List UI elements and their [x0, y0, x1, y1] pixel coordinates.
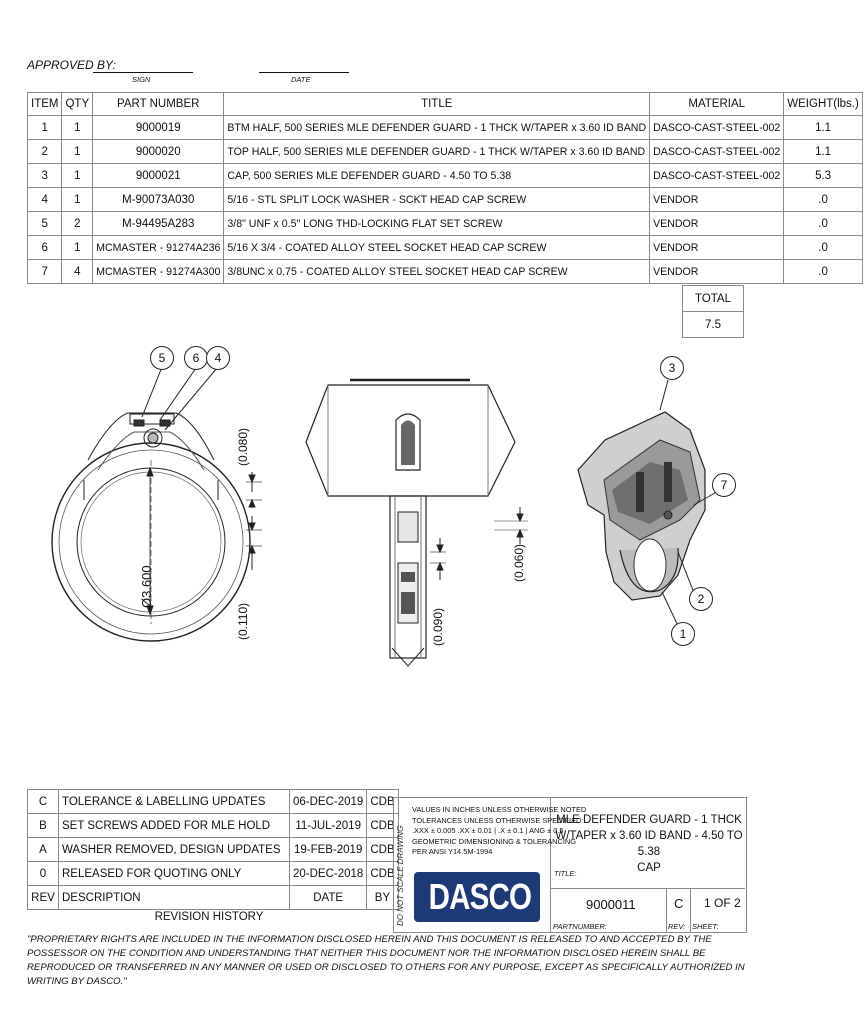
- bom-part: M-90073A030: [93, 188, 224, 212]
- rev-value: C: [674, 896, 684, 911]
- bom-qty: 1: [62, 116, 93, 140]
- bom-part: MCMASTER - 91274A300: [93, 260, 224, 284]
- revision-row: [28, 838, 399, 862]
- balloon-3: 3: [660, 356, 684, 380]
- rev-date: 20-DEC-2018: [290, 862, 367, 886]
- date-line: [259, 72, 349, 73]
- title-label: TITLE:: [554, 869, 577, 878]
- rev-by: CDB: [367, 790, 398, 814]
- revision-row: [28, 790, 399, 814]
- bom-qty: 4: [62, 260, 93, 284]
- revision-header-row: [28, 886, 399, 910]
- bom-part: 9000021: [93, 164, 224, 188]
- revision-row: [28, 814, 399, 838]
- bom-weight: 5.3: [784, 164, 863, 188]
- sheet-value: 1 OF 2: [704, 896, 741, 910]
- rev-header-rev: REV: [28, 886, 59, 910]
- bom-part: 9000020: [93, 140, 224, 164]
- bom-item: 2: [28, 140, 62, 164]
- rev-date: 06-DEC-2019: [290, 790, 367, 814]
- bom-weight: .0: [784, 236, 863, 260]
- part-number: 9000011: [586, 897, 636, 912]
- approved-by-label: APPROVED BY:: [27, 58, 116, 72]
- bom-item: 5: [28, 212, 62, 236]
- rev-id: C: [28, 790, 59, 814]
- dim-diameter: Ø3.600: [139, 565, 154, 608]
- rev-desc: RELEASED FOR QUOTING ONLY: [59, 862, 290, 886]
- bom-material: VENDOR: [650, 188, 784, 212]
- bom-title: 3/8" UNF x 0.5" LONG THD-LOCKING FLAT SET SCREW: [224, 212, 650, 236]
- bom-qty: 1: [62, 236, 93, 260]
- revision-caption: REVISION HISTORY: [154, 911, 264, 923]
- total-value: 7.5: [683, 312, 744, 338]
- title-line: W/TAPER x 3.60 ID BAND - 4.50 TO 5.38: [555, 830, 743, 858]
- bom-title: 3/8UNC x 0.75 - COATED ALLOY STEEL SOCKET HEAD CAP SCREW: [224, 260, 650, 284]
- bom-header-item: ITEM: [28, 93, 62, 116]
- bom-title: TOP HALF, 500 SERIES MLE DEFENDER GUARD - 1 THCK W/TAPER x 3.60 ID BAND: [224, 140, 650, 164]
- dim-080: (0.080): [236, 427, 250, 466]
- rev-desc: SET SCREWS ADDED FOR MLE HOLD: [59, 814, 290, 838]
- revision-table: [27, 789, 399, 910]
- note-line: GEOMETRIC DIMENSIONING & TOLERANCING: [412, 836, 576, 846]
- bom-title: 5/16 X 3/4 - COATED ALLOY STEEL SOCKET HEAD CAP SCREW: [224, 236, 650, 260]
- bom-title: 5/16 - STL SPLIT LOCK WASHER - SCKT HEAD CAP SCREW: [224, 188, 650, 212]
- bom-row: [28, 236, 863, 260]
- note-line: TOLERANCES UNLESS OTHERWISE SPECIFIED:: [412, 815, 584, 825]
- rev-id: 0: [28, 862, 59, 886]
- note-line: PER ANSI Y14.5M-1994: [412, 847, 493, 856]
- rev-desc: WASHER REMOVED, DESIGN UPDATES: [59, 838, 290, 862]
- sign-label: SIGN: [132, 75, 151, 84]
- bom-material: DASCO-CAST-STEEL-002: [650, 164, 784, 188]
- rev-id: A: [28, 838, 59, 862]
- titleblock-divider: [551, 888, 745, 889]
- bom-part: 9000019: [93, 116, 224, 140]
- bom-header-weight: WEIGHT(lbs.): [784, 93, 863, 116]
- bom-row: [28, 164, 863, 188]
- bom-weight: 1.1: [784, 116, 863, 140]
- bom-item: 1: [28, 116, 62, 140]
- dim-090: (0.090): [431, 607, 445, 646]
- drawing-title: [552, 812, 746, 876]
- bom-qty: 1: [62, 188, 93, 212]
- sheet-label: SHEET:: [692, 922, 719, 931]
- bom-header-material: MATERIAL: [650, 93, 784, 116]
- bom-header-qty: QTY: [62, 93, 93, 116]
- rev-header-by: BY: [367, 886, 398, 910]
- bom-qty: 1: [62, 164, 93, 188]
- bom-item: 7: [28, 260, 62, 284]
- balloon-4: 4: [206, 346, 230, 370]
- bom-item: 4: [28, 188, 62, 212]
- bom-header-part: PART NUMBER: [93, 93, 224, 116]
- balloon-7: 7: [712, 473, 736, 497]
- front-view: [52, 367, 262, 641]
- titleblock-divider: [666, 888, 667, 932]
- bom-weight: 1.1: [784, 140, 863, 164]
- side-view: [306, 380, 528, 666]
- bom-part: M-94495A283: [93, 212, 224, 236]
- title-line: MLE DEFENDER GUARD - 1 THCK: [556, 814, 742, 826]
- proprietary-notice: "PROPRIETARY RIGHTS ARE INCLUDED IN THE INFORMATION DISCLOSED HEREIN AND THIS DOCUMENT IS RELEASED TO AND ACCEPTED BY THE POSSESSOR ON THE CONDITION AND UNDERSTANDING THAT NEITHER THIS DOCUMENT NOR THE INFORMATION DISCLOSED HEREIN SHALL BE REPRODUCED OR TRANSFERRED IN ANY MANNER OR USED OR DISCLOSED TO OTHERS FOR ANY PURPOSE, EXCEPT AS SPECIFICALLY AUTHORIZED IN WRITING BY DASCO.": [27, 934, 745, 987]
- total-label: TOTAL: [683, 286, 744, 312]
- drawing-area: [0, 335, 770, 790]
- bom-header-row: [28, 93, 863, 116]
- balloon-2: 2: [689, 587, 713, 611]
- rev-id: B: [28, 814, 59, 838]
- bom-row: [28, 212, 863, 236]
- rev-by: CDB: [367, 814, 398, 838]
- sign-line: [93, 72, 193, 73]
- rev-label: REV:: [668, 922, 686, 931]
- do-not-scale-note: DO NOT SCALE DRAWING: [396, 825, 405, 926]
- bom-title: CAP, 500 SERIES MLE DEFENDER GUARD - 4.50 TO 5.38: [224, 164, 650, 188]
- bom-row: [28, 116, 863, 140]
- rev-by: CDB: [367, 862, 398, 886]
- bom-material: VENDOR: [650, 236, 784, 260]
- balloon-1: 1: [671, 622, 695, 646]
- dasco-logo-text: DASCO: [428, 876, 532, 917]
- rev-date: 11-JUL-2019: [290, 814, 367, 838]
- bom-weight: .0: [784, 188, 863, 212]
- bom-title: BTM HALF, 500 SERIES MLE DEFENDER GUARD - 1 THCK W/TAPER x 3.60 ID BAND: [224, 116, 650, 140]
- bom-qty: 2: [62, 212, 93, 236]
- bom-table: [27, 92, 863, 284]
- rev-date: 19-FEB-2019: [290, 838, 367, 862]
- rev-by: CDB: [367, 838, 398, 862]
- rev-header-desc: DESCRIPTION: [59, 886, 290, 910]
- rev-desc: TOLERANCE & LABELLING UPDATES: [59, 790, 290, 814]
- balloon-6: 6: [184, 346, 208, 370]
- note-line: VALUES IN INCHES UNLESS OTHERWISE NOTED: [412, 805, 587, 814]
- date-label: DATE: [291, 75, 311, 84]
- revision-row: [28, 862, 399, 886]
- bom-material: VENDOR: [650, 260, 784, 284]
- rev-header-date: DATE: [290, 886, 367, 910]
- balloon-5: 5: [150, 346, 174, 370]
- bom-part: MCMASTER - 91274A236: [93, 236, 224, 260]
- bom-weight: .0: [784, 260, 863, 284]
- part-number-label: PARTNUMBER:: [553, 922, 607, 931]
- bom-material: DASCO-CAST-STEEL-002: [650, 116, 784, 140]
- dim-060: (0.060): [512, 543, 526, 582]
- bom-qty: 1: [62, 140, 93, 164]
- note-line: .XXX ± 0.005 .XX ± 0.01 | .X ± 0.1 | ANG ± 0.5: [412, 826, 564, 835]
- bom-header-title: TITLE: [224, 93, 650, 116]
- bom-item: 6: [28, 236, 62, 260]
- titleblock-divider: [690, 888, 691, 932]
- bom-material: VENDOR: [650, 212, 784, 236]
- bom-row: [28, 260, 863, 284]
- bom-weight: .0: [784, 212, 863, 236]
- bom-row: [28, 140, 863, 164]
- bom-item: 3: [28, 164, 62, 188]
- title-line: CAP: [637, 862, 661, 874]
- dim-110: (0.110): [236, 602, 250, 640]
- bom-material: DASCO-CAST-STEEL-002: [650, 140, 784, 164]
- total-table: [682, 285, 744, 338]
- bom-row: [28, 188, 863, 212]
